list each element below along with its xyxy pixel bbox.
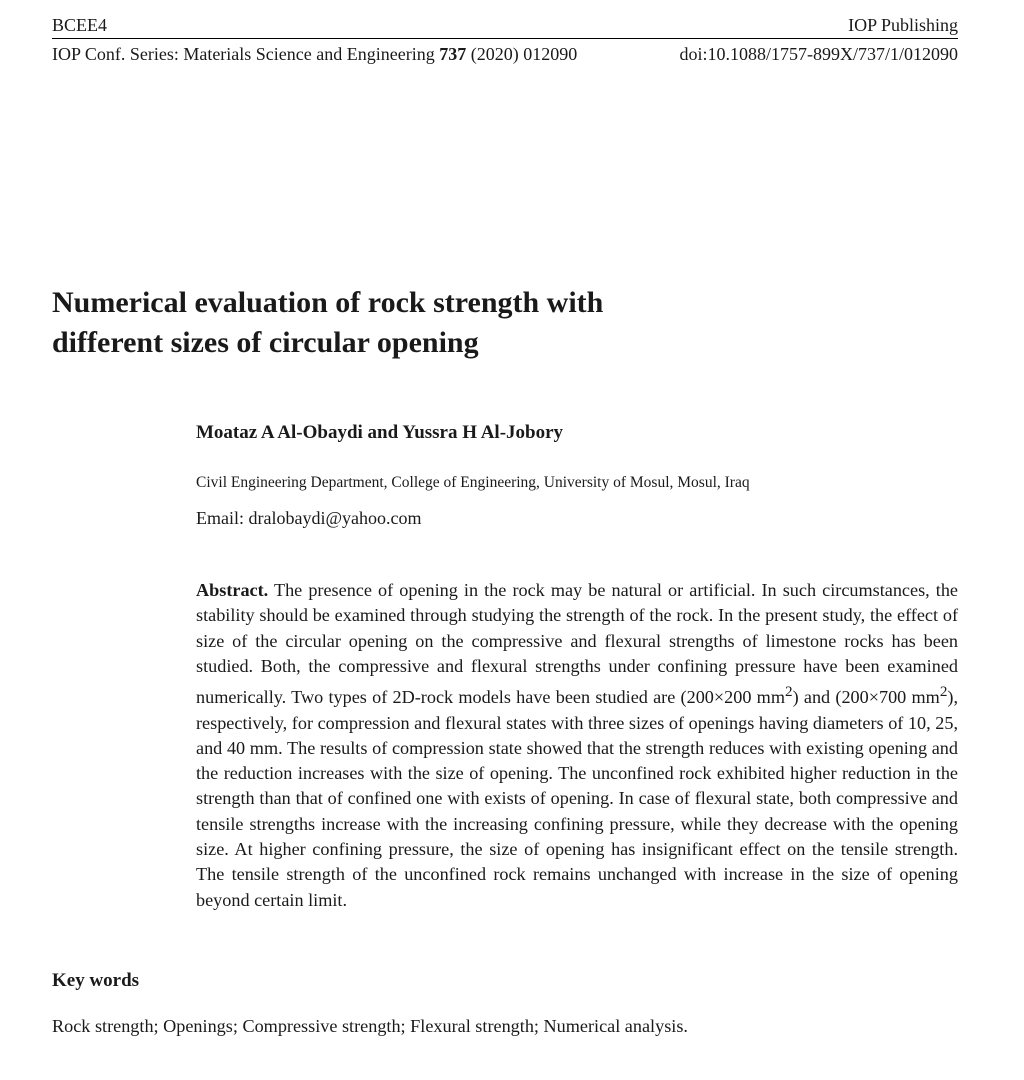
- abstract-text-3: ), respectively, for compression and flexural states with three sizes of openings having diameters of 10, 25, and 40 mm. The results of compression state showed that the strength reduces with existing opening and the reduction increases with the size of opening. The unconfined rock exhibited higher reduction in the strength than that of confined one with exists of opening. In case of flexural state, both compressive and tensile strengths increase with the increasing confining pressure, while they decrease with the opening size. At higher confining pressure, the size of opening has insignificant effect on the tensile strength. The tensile strength of the unconfined rock remains unchanged with increase in the size of opening beyond certain limit.: [196, 687, 958, 910]
- title-line-1: Numerical evaluation of rock strength with: [52, 286, 604, 319]
- author-list: Moataz A Al-Obaydi and Yussra H Al-Jobory: [196, 422, 564, 443]
- title-line-2: different sizes of circular opening: [52, 326, 479, 359]
- abstract-text-2: ) and (200×700 mm: [792, 687, 940, 708]
- running-header: [52, 14, 958, 39]
- keywords-text: Rock strength; Openings; Compressive strength; Flexural strength; Numerical analysis.: [52, 1016, 688, 1036]
- superscript-1: 2: [784, 683, 793, 701]
- affiliation: Civil Engineering Department, College of Engineering, University of Mosul, Mosul, Iraq: [196, 474, 750, 491]
- keywords-heading: Key words: [52, 970, 140, 991]
- series-line: [52, 43, 958, 65]
- doi-text: doi:10.1088/1757-899X/737/1/012090: [679, 44, 958, 64]
- abstract: [196, 578, 958, 913]
- conference-code: BCEE4: [52, 15, 108, 35]
- superscript-2: 2: [939, 683, 948, 701]
- publisher-name: IOP Publishing: [848, 15, 958, 35]
- abstract-label: Abstract.: [196, 580, 269, 600]
- contact-email: Email: dralobaydi@yahoo.com: [196, 508, 422, 528]
- abstract-text-1: The presence of opening in the rock may be natural or artificial. In such circumstances, the stability should be examined through studying the strength of the rock. In the present study, the effect of size of the circular opening on the compressive and flexural strengths of limestone rocks has been studied. Both, the compressive and flexural strengths under confining pressure have been examined numerically. Two types of 2D-rock models have been studied are (200×200 mm: [196, 580, 958, 708]
- paper-title: [52, 283, 772, 363]
- volume-number: 737: [439, 44, 467, 64]
- series-prefix: IOP Conf. Series: Materials Science and Engineering: [52, 44, 435, 64]
- year-article: (2020) 012090: [470, 44, 578, 64]
